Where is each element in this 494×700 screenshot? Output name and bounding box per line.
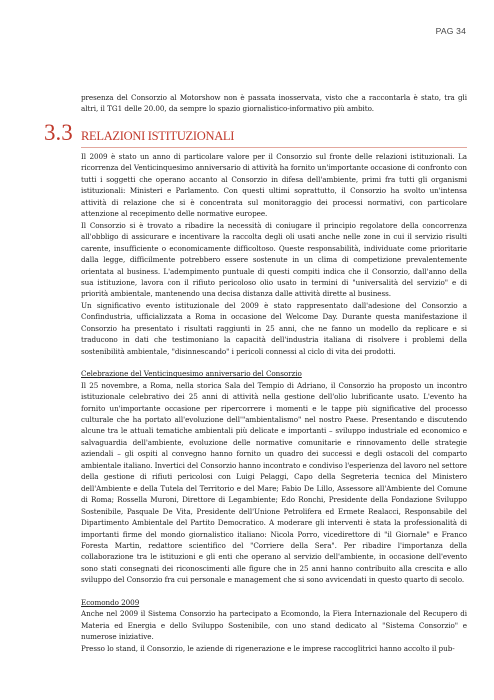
section-body bbox=[81, 151, 467, 654]
paragraph: Anche nel 2009 il Sistema Consorzio ha partecipato a Ecomondo, la Fiera Internazionale del Recupero di Materia ed Energia e dello Sviluppo Sostenibile, con uno stand dedicato al "Sistema Consorzio" e numerose iniziative. bbox=[81, 609, 467, 642]
section-divider bbox=[81, 147, 467, 148]
paragraph: Il Consorzio si è trovato a ribadire la necessità di coniugare il principio regolatore della concorrenza all'obbligo di assicurare e incentivare la raccolta degli oli usati anche nelle zone in cui il servizio risulti carente, insufficiente o economicamente difficoltoso. Queste responsabilità, individuate come prioritarie dalla legge, difficilmente potrebbero essere sostenute in un clima di competizione prevalentemente orientata al business. L'adempimento puntuale di questi compiti indica che il Consorzio, dall'anno della sua istituzione, lavora con il rifiuto pericoloso olio usato in termini di "universalità del servizio" e di priorità ambientale, mantenendo una decisa distanza dalle attività dirette al business. bbox=[81, 220, 467, 299]
section-title: RELAZIONI ISTITUZIONALI bbox=[81, 129, 235, 143]
paragraph: Il 25 novembre, a Roma, nella storica Sala del Tempio di Adriano, il Consorzio ha proposto un incontro istituzionale celebrativo dei 25 anni di attività nella gestione dell'olio lubrificante usato. L'evento ha fornito un'importante occasione per ripercorrere i momenti e le tappe più significative del processo culturale che ha portato all'evoluzione dell'"ambientalismo" nel nostro Paese. Presentando e discutendo alcune tra le attuali tematiche ambientali più delicate e importanti – sviluppo industriale ed economico e salvaguardia dell'ambiente, evoluzione delle normative comunitarie e rinnovamento delle strategie aziendali – gli ospiti al convegno hanno fornito un quadro dei successi e degli ostacoli del comparto ambientale italiano. Invertici del Consorzio hanno incontrato e condiviso l'esperienza del lavoro nel settore della gestione di rifiuti pericolosi con Luigi Pelaggi, Capo della Segreteria tecnica del Ministero dell'Ambiente e della Tutela del Territorio e del Mare; Fabio De Lillo, Assessore all'Ambiente del Comune di Roma; Rossella Muroni, Direttore di Legambiente; Edo Ronchi, Presidente della Fondazione Sviluppo Sostenibile, Pasquale De Vita, Presidente dell'Unione Petrolifera ed Ermete Realacci, Responsabile del Dipartimento Ambientale del Partito Democratico. A moderare gli interventi è stata la professionalità di importanti firme del mondo giornalistico italiano: Nicola Porro, vicedirettore di "il Giornale" e Franco Foresta Martin, redattore scientifico del "Corriere della Sera". Per ribadire l'importanza della collaborazione tra le istituzioni e gli enti che operano al servizio dell'ambiente, in occasione dell'evento sono stati consegnati dei riconoscimenti alle figure che in 25 anni hanno contribuito alla crescita e allo sviluppo del Consorzio fra cui personale e management che si sono avvicendati in questo quarto di secolo. bbox=[81, 380, 467, 585]
intro-paragraph: presenza del Consorzio al Motorshow non è passata inosservata, visto che a raccontarla è stato, tra gli altri, il TG1 delle 20.00, da sempre lo spazio giornalistico-informativo più ambito. bbox=[81, 93, 467, 114]
subsection-heading-anniversary: Celebrazione del Venticinquesimo anniversario del Consorzio bbox=[81, 369, 302, 379]
page-number: PAG 34 bbox=[435, 26, 466, 36]
subsection-heading-ecomondo: Ecomondo 2009 bbox=[81, 597, 140, 607]
paragraph: Presso lo stand, il Consorzio, le aziende di rigenerazione e le imprese raccoglitrici hanno accolto il pub- bbox=[81, 643, 455, 653]
paragraph: Un significativo evento istituzionale del 2009 è stato rappresentato dall'adesione del Consorzio a Confindustria, ufficializzata a Roma in occasione del Welcome Day. Durante questa manifestazione il Consorzio ha presentato i risultati raggiunti in 25 anni, che ne fanno un modello da replicare e si traducono in dati che testimoniano la capacità dell'industria italiana di risolvere i problemi della sostenibilità ambientale, "disinnescando" i pericoli connessi al ciclo di vita dei prodotti. bbox=[81, 300, 467, 356]
section-number: 3.3 bbox=[44, 120, 73, 145]
paragraph: Il 2009 è stato un anno di particolare valore per il Consorzio sul fronte delle relazioni istituzionali. La ricorrenza del Venticinquesimo anniversario di attività ha fornito un'importante occasione di confronto con tutti i soggetti che operano accanto al Consorzio in difesa dell'ambiente, primi fra tutti gli organismi istituzionali: Ministeri e Parlamento. Con questi ultimi soprattutto, il Consorzio ha svolto un'intensa attività di relazione che si è concentrata sul monitoraggio dei processi normativi, con particolare attenzione al recepimento delle normative europee. bbox=[81, 152, 467, 219]
